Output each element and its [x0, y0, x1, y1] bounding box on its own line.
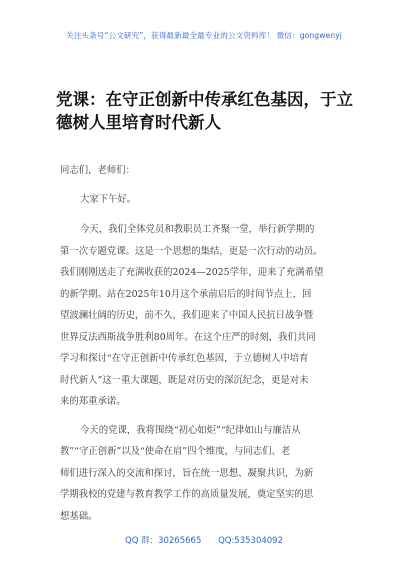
- title-line-1: 党课：在守正创新中传承红色基因，于立: [56, 90, 353, 109]
- paragraph-2: [60, 420, 355, 528]
- p1-line: 今天，我们全体党员和教职员工齐聚一堂，举行新学期的: [80, 224, 315, 235]
- p2-line: 想基础。: [60, 510, 98, 522]
- document-title: [56, 88, 356, 134]
- p1-line: 我们刚刚送走了充满收获的2024—2025学年，迎来了充满希望: [60, 267, 324, 278]
- p1-line: 第一次专题党课。这是一个思想的集结，更是一次行动的动员。: [60, 245, 323, 257]
- qq-number: QQ:535304092: [218, 536, 283, 546]
- p1-line: 世界反法西斯战争胜利80周年。在这个庄严的时刻，我们共同: [60, 331, 316, 343]
- p1-line: 学习和探讨“在守正创新中传承红色基因，于立德树人中培育: [60, 353, 309, 364]
- p1-line: 的新学期。站在2025年10月这个承前启后的时间节点上，回: [60, 288, 312, 300]
- p2-line: 学期我校的党建与教育教学工作的高质量发展，奠定坚实的思: [60, 489, 314, 500]
- p1-line: 来的郑重承诺。: [60, 396, 126, 407]
- contact-footer: [0, 534, 408, 546]
- paragraph-1: [60, 219, 355, 413]
- title-line-2: 德树人里培育时代新人: [56, 113, 221, 132]
- hello-line: 大家下午好。: [80, 193, 137, 205]
- p1-line: 望波澜壮阔的历史，前不久，我们迎来了中国人民抗日战争暨: [60, 310, 314, 321]
- greeting-line: 同志们，老师们：: [60, 165, 136, 176]
- p1-line: 时代新人”这一重大课题，既是对历史的深沉纪念，更是对未: [60, 374, 309, 386]
- qq-group-number: QQ 群：30265665: [125, 536, 202, 546]
- promo-banner: 关注头条号“公文研究”，获得最新最全最专业的公文资料库！ 微信：gongwenyj: [66, 31, 342, 40]
- p2-line: 今天的党课，我将围绕“初心如炬”“纪律如山与廉洁从: [80, 424, 301, 436]
- p2-line: 教”“守正创新”以及“使命在肩”四个维度，与同志们、老: [60, 446, 291, 457]
- document-body: [60, 160, 355, 527]
- p2-line: 师们进行深入的交流和探讨，旨在统一思想、凝聚共识，为新: [60, 467, 314, 479]
